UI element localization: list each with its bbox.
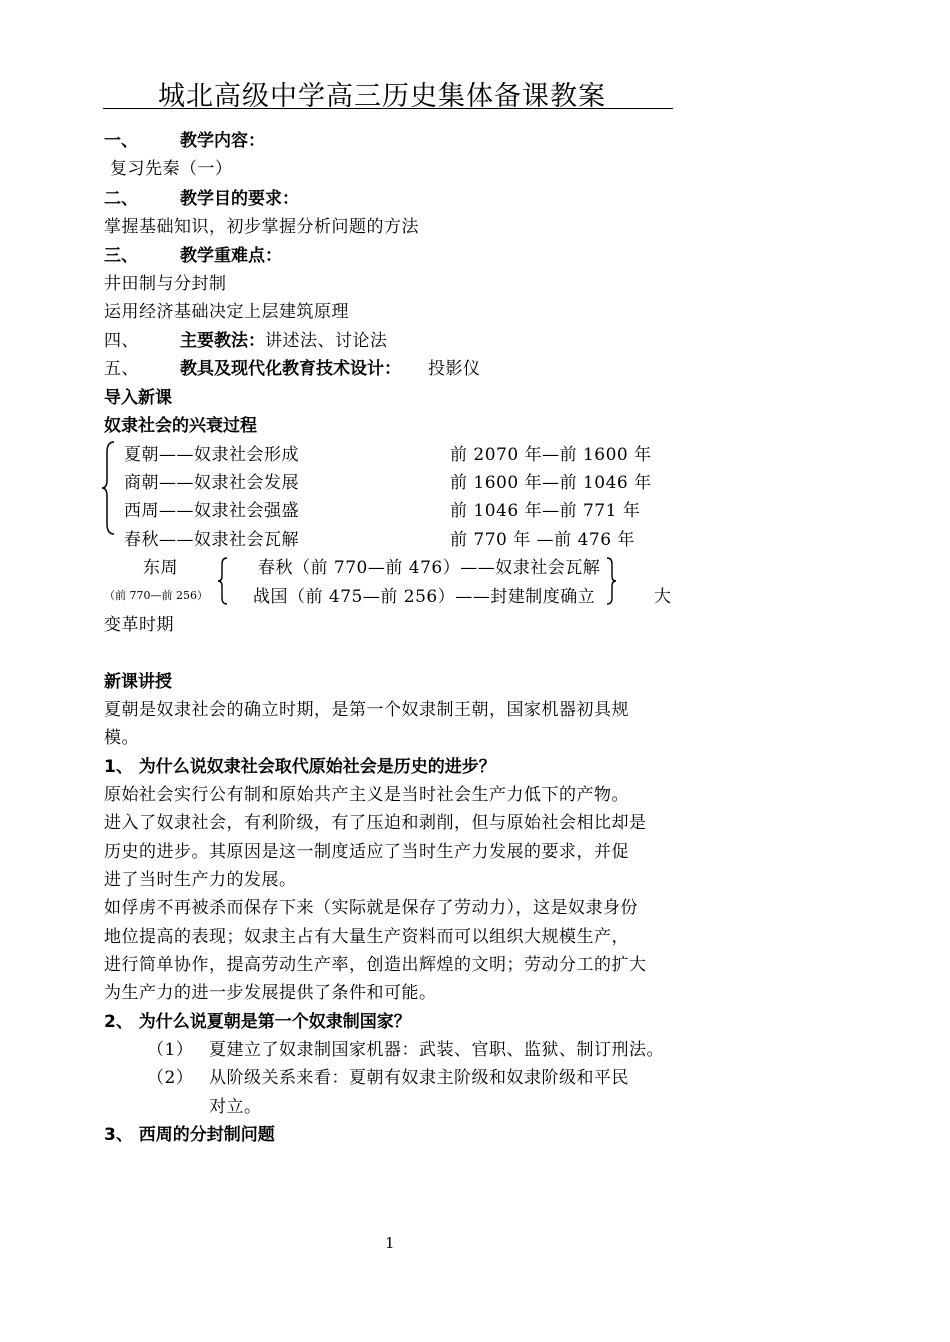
question-3-heading: 3、 西周的分封制问题 [104,1125,275,1145]
q1-line: 历史的进步。其原因是这一制度适应了当时生产力发展的要求，并促 [104,842,629,862]
dongzhou-range: （前 770—前 256） [104,589,208,602]
sec1-num: 一、 [104,131,138,151]
timeline-years: 前 770 年 —前 476 年 [450,530,635,550]
timeline-stage: 商朝——奴隶社会发展 [124,473,299,493]
sec2-num: 二、 [104,189,138,209]
q1-line: 进了当时生产力的发展。 [104,870,297,890]
q1-line: 进行简单协作，提高劳动生产率，创造出辉煌的文明；劳动分工的扩大 [104,955,647,975]
sec5-num: 五、 [104,359,139,379]
sec1-content: 复习先秦（一） [110,159,233,179]
q2-item-num: （1） [147,1040,194,1060]
q2-item-cont: 对立。 [209,1097,262,1117]
dongzhou-suffix2: 变革时期 [104,615,174,635]
q1-line: 为生产力的进一步发展提供了条件和可能。 [104,983,437,1003]
slave-society-heading: 奴隶社会的兴衰过程 [104,416,257,436]
page-number: 1 [385,1234,395,1252]
sec4-label: 主要教法： [180,331,265,351]
q1-line: 如俘虏不再被杀而保存下来（实际就是保存了劳动力），这是奴隶身份 [104,898,638,918]
sec3-num: 三、 [104,246,138,266]
timeline-years: 前 1600 年—前 1046 年 [450,473,652,493]
timeline-stage: 西周——奴隶社会强盛 [124,501,299,521]
dongzhou-left-brace [216,556,230,606]
xia-paragraph-line: 夏朝是奴隶社会的确立时期，是第一个奴隶制王朝，国家机器初具规 [104,700,629,720]
timeline-brace [100,440,118,536]
dongzhou-right-brace [604,556,618,606]
q2-item-num: （2） [147,1068,194,1088]
dongzhou-line: 春秋（前 770—前 476）——奴隶社会瓦解 [258,558,601,578]
sec3-item: 运用经济基础决定上层建筑原理 [104,302,349,322]
sec3-label: 教学重难点： [180,246,282,266]
title-underline [103,108,673,109]
timeline-years: 前 2070 年—前 1600 年 [450,445,652,465]
q1-line: 进入了奴隶社会，有利阶级，有了压迫和剥削，但与原始社会相比却是 [104,813,647,833]
q1-line: 原始社会实行公有制和原始共产主义是当时社会生产力低下的产物。 [104,785,629,805]
sec3-item: 井田制与分封制 [104,274,227,294]
timeline-stage: 春秋——奴隶社会瓦解 [124,530,299,550]
question-1-heading: 1、 为什么说奴隶社会取代原始社会是历史的进步？ [104,757,496,777]
q2-item-text: 夏建立了奴隶制国家机器：武装、官职、监狱、制订刑法。 [209,1040,664,1060]
page-title: 城北高级中学高三历史集体备课教案 [158,81,606,112]
dongzhou-label: 东周 [143,558,178,578]
dongzhou-line: 战国（前 475—前 256）——封建制度确立 [253,587,596,607]
intro-heading: 导入新课 [104,388,172,408]
new-lesson-heading: 新课讲授 [104,672,172,692]
timeline-stage: 夏朝——奴隶社会形成 [124,445,299,465]
sec2-content: 掌握基础知识，初步掌握分析问题的方法 [104,217,419,237]
sec4-num: 四、 [104,331,139,351]
sec1-label: 教学内容： [180,131,265,151]
timeline-years: 前 1046 年—前 771 年 [450,501,641,521]
sec5-content: 投影仪 [428,359,481,379]
q1-line: 地位提高的表现；奴隶主占有大量生产资料而可以组织大规模生产， [104,927,629,947]
sec2-label: 教学目的要求： [180,189,299,209]
q2-item-text: 从阶级关系来看：夏朝有奴隶主阶级和奴隶阶级和平民 [209,1068,629,1088]
sec5-label: 教具及现代化教育技术设计： [180,359,401,379]
xia-paragraph-line: 模。 [104,728,139,748]
question-2-heading: 2、 为什么说夏朝是第一个奴隶制国家？ [104,1012,411,1032]
sec4-content: 讲述法、讨论法 [265,331,388,351]
dongzhou-suffix: 大 [654,587,672,607]
